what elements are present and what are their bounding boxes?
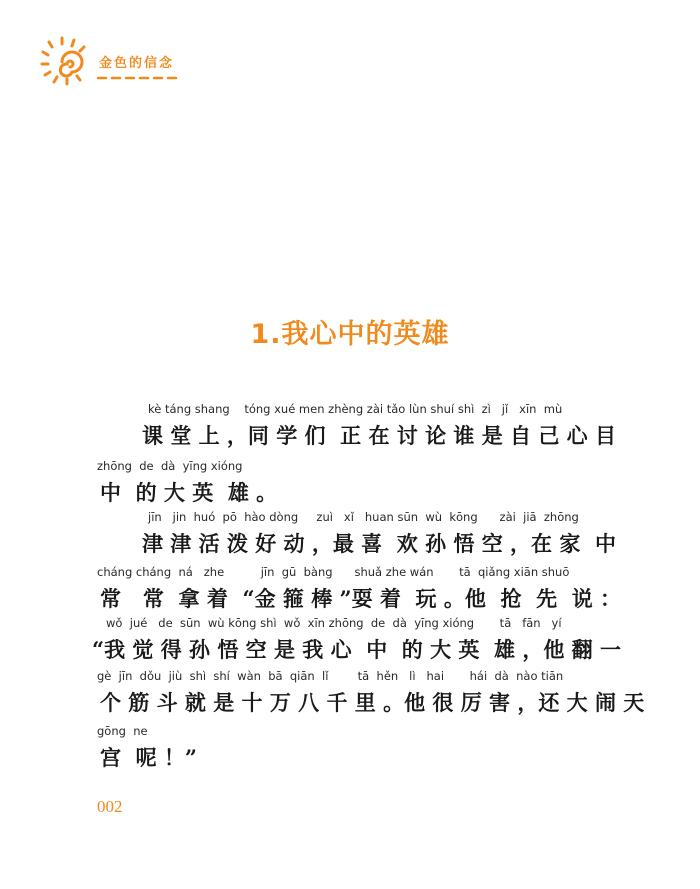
pinyin-line: wǒ jué de sūn wù kōng shì wǒ xīn zhōng de dà yīng xióng tā fān yí: [106, 616, 562, 630]
text-line: 中 的 大 英 雄 。: [100, 480, 278, 505]
pinyin-line: cháng cháng ná zhe jīn gū bàng shuǎ zhe wán tā qiǎng xiān shuō: [97, 565, 570, 579]
text-line: 宫 呢 ！”: [100, 745, 198, 770]
page-number: 002: [97, 797, 123, 816]
text-line: 个 筋 斗 就 是 十 万 八 千 里 。他 很 厉 害 ，还 大 闹 天: [100, 690, 645, 715]
pinyin-line: gōng ne: [97, 724, 148, 738]
pinyin-line: jīn jin huó pō hào dòng zuì xǐ huan sūn wù kōng zài jiā zhōng: [148, 510, 579, 524]
chapter-title: 1.我心中的英雄: [250, 319, 450, 350]
pinyin-line: kè táng shang tóng xué men zhèng zài tǎo lùn shuí shì zì jǐ xīn mù: [148, 402, 563, 416]
pinyin-line: zhōng de dà yīng xióng: [97, 459, 243, 473]
text-line: 课 堂 上 ，同 学 们 正 在 讨 论 谁 是 自 己 心 目: [142, 423, 616, 448]
text-line: 津 津 活 泼 好 动 ，最 喜 欢 孙 悟 空 ，在 家 中: [142, 531, 616, 556]
text-line: “我 觉 得 孙 悟 空 是 我 心 中 的 大 英 雄 ，他 翻 一: [92, 637, 621, 662]
book-title: 金色的信念: [99, 56, 175, 71]
text-line: 常 常 拿 着 “金 箍 棒 ”耍 着 玩 。他 抢 先 说 ：: [100, 586, 621, 611]
pinyin-line: gè jīn dǒu jiù shì shí wàn bā qiān lǐ tā hěn lì hai hái dà nào tiān: [97, 669, 564, 683]
